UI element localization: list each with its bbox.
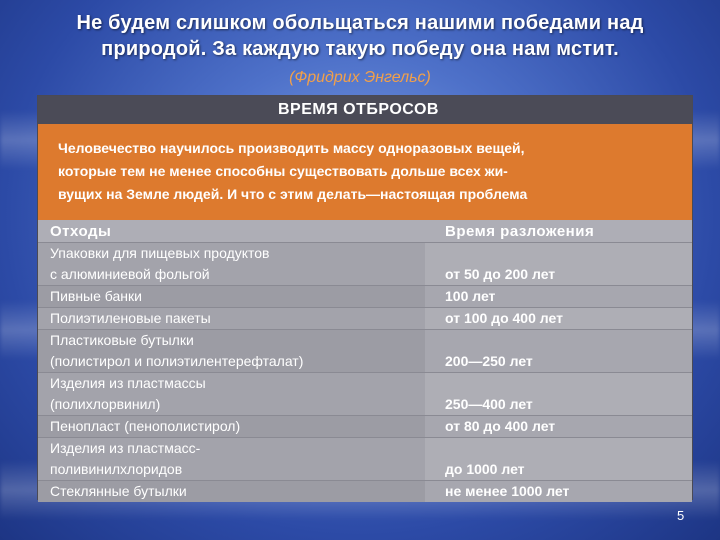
slide-title-line: Не будем слишком обольщаться нашими победами над xyxy=(76,12,644,34)
decomposition-time-cell: до 1000 лет xyxy=(425,438,692,481)
slide-title-line: природой. За каждую такую победу она нам мстит. xyxy=(101,38,619,60)
waste-item-text: с алюминиевой фольгой xyxy=(50,266,210,282)
waste-card xyxy=(37,95,693,500)
decomposition-time-cell: от 100 до 400 лет xyxy=(425,308,692,330)
decomposition-time-cell: 100 лет xyxy=(425,286,692,308)
waste-item-cell xyxy=(38,243,425,286)
waste-item-text: Изделия из пластмасс- xyxy=(50,440,201,456)
table-header-row xyxy=(38,220,692,243)
column-header-time: Время разложения xyxy=(425,220,692,243)
table-row xyxy=(38,481,692,503)
waste-item-text: Стеклянные бутылки xyxy=(50,483,187,499)
waste-item-text: (полистирол и полиэтилентерефталат) xyxy=(50,353,304,369)
table-row xyxy=(38,416,692,438)
card-lead-line: которые тем не менее способны существовать дольше всех жи- xyxy=(58,163,508,179)
waste-item-cell xyxy=(38,438,425,481)
decomposition-time-cell: 200—250 лет xyxy=(425,330,692,373)
card-lead-line: вущих на Земле людей. И что с этим делать—настоящая проблема xyxy=(58,186,528,202)
waste-item-cell xyxy=(38,416,425,438)
waste-item-text: (полихлорвинил) xyxy=(50,396,161,412)
waste-item-cell xyxy=(38,286,425,308)
waste-item-text: поливинилхлоридов xyxy=(50,461,183,477)
decomposition-time-cell: 250—400 лет xyxy=(425,373,692,416)
decomposition-table xyxy=(38,220,692,502)
waste-item-cell xyxy=(38,308,425,330)
table-row xyxy=(38,373,692,416)
quote-author: (Фридрих Энгельс) xyxy=(289,69,431,86)
decomposition-time-cell: от 80 до 400 лет xyxy=(425,416,692,438)
table-row xyxy=(38,438,692,481)
table-row xyxy=(38,286,692,308)
waste-item-text: Пивные банки xyxy=(50,288,142,304)
waste-item-cell xyxy=(38,330,425,373)
slide-title xyxy=(0,10,720,62)
table-row xyxy=(38,330,692,373)
waste-item-text: Упаковки для пищевых продуктов xyxy=(50,245,270,261)
waste-item-cell xyxy=(38,481,425,503)
page-number: 5 xyxy=(677,508,685,523)
waste-item-text: Изделия из пластмассы xyxy=(50,375,206,391)
table-row xyxy=(38,243,692,286)
decomposition-time-cell: от 50 до 200 лет xyxy=(425,243,692,286)
waste-item-text: Пластиковые бутылки xyxy=(50,332,194,348)
waste-item-cell xyxy=(38,373,425,416)
column-header-waste: Отходы xyxy=(38,220,425,243)
card-header xyxy=(38,96,692,124)
table-row xyxy=(38,308,692,330)
card-heading: ВРЕМЯ ОТБРОСОВ xyxy=(278,101,439,118)
card-lead xyxy=(38,124,692,220)
decomposition-time-cell: не менее 1000 лет xyxy=(425,481,692,503)
card-lead-line: Человечество научилось производить массу одноразовых вещей, xyxy=(58,140,525,156)
waste-item-text: Пенопласт (пенополистирол) xyxy=(50,418,241,434)
waste-item-text: Полиэтиленовые пакеты xyxy=(50,310,211,326)
